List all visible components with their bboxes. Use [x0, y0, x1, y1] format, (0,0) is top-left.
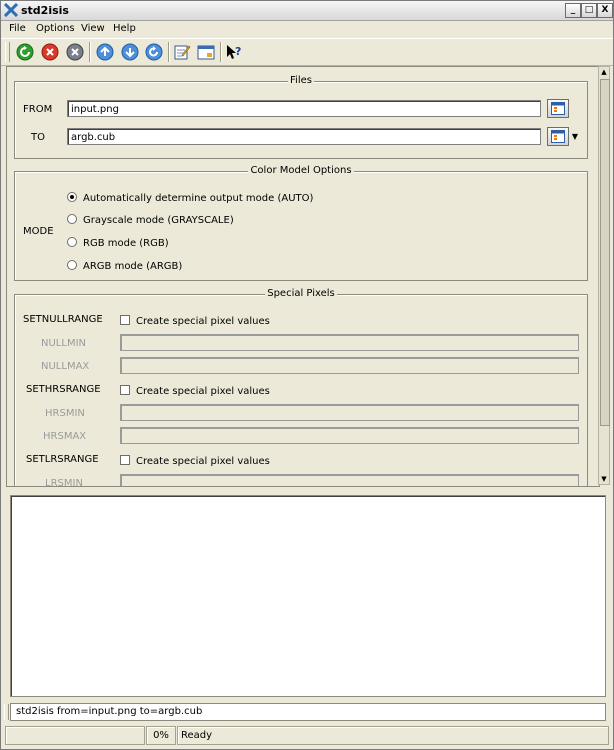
- browse-icon: [551, 102, 565, 115]
- status-message: Ready: [177, 726, 609, 745]
- nullmax-label: NULLMAX: [41, 361, 90, 372]
- svg-text:?: ?: [235, 45, 242, 58]
- hrsmax-label: HRSMAX: [43, 431, 87, 442]
- window-title: std2isis: [21, 4, 69, 17]
- command-grip: [4, 704, 9, 720]
- next-history-icon[interactable]: [121, 43, 139, 61]
- menu-options[interactable]: Options: [36, 23, 75, 34]
- from-field[interactable]: input.png: [67, 100, 541, 117]
- from-label: FROM: [23, 104, 53, 115]
- nullmin-field[interactable]: [120, 334, 579, 351]
- app-icon: [4, 3, 18, 17]
- lrsmin-label: LRSMIN: [45, 478, 83, 487]
- hrsmin-label: HRSMIN: [45, 408, 85, 419]
- special-pixels-group: [14, 288, 588, 487]
- title-bar[interactable]: [1, 1, 613, 21]
- status-blank-pane: [5, 726, 145, 745]
- parameter-panel: [6, 66, 600, 487]
- toolbar-separator: [168, 42, 170, 62]
- menu-file[interactable]: File: [9, 23, 26, 34]
- maximize-button[interactable]: □: [581, 3, 597, 18]
- mode-label: MODE: [23, 226, 54, 237]
- sethrsrange-checkbox[interactable]: Create special pixel values: [120, 385, 270, 397]
- to-label: TO: [31, 132, 45, 143]
- to-field[interactable]: argb.cub: [67, 128, 541, 145]
- reset-icon[interactable]: [66, 43, 84, 61]
- radio-indicator: [67, 237, 77, 247]
- edit-parameters-icon[interactable]: [173, 43, 191, 61]
- radio-auto[interactable]: Automatically determine output mode (AUTO): [67, 192, 313, 204]
- radio-indicator: [67, 214, 77, 224]
- menu-help[interactable]: Help: [113, 23, 136, 34]
- color-model-group: [14, 165, 588, 281]
- browse-icon: [551, 130, 565, 143]
- progress-percent: 0%: [146, 726, 176, 745]
- command-line-text: std2isis from=input.png to=argb.cub: [16, 706, 203, 717]
- output-log-area[interactable]: [10, 495, 606, 697]
- files-group: [14, 75, 588, 159]
- toolbar-separator: [89, 42, 91, 62]
- lrsmin-field[interactable]: [120, 474, 579, 487]
- window-icon[interactable]: [197, 43, 215, 61]
- sethrsrange-label: SETHRSRANGE: [26, 384, 101, 395]
- vertical-scrollbar[interactable]: [598, 66, 610, 485]
- minimize-button[interactable]: _: [565, 3, 581, 18]
- stop-icon[interactable]: [41, 43, 59, 61]
- menu-bar: [1, 21, 613, 37]
- setlrsrange-label: SETLRSRANGE: [26, 454, 99, 465]
- setnullrange-label: SETNULLRANGE: [23, 314, 103, 325]
- refresh-icon[interactable]: [145, 43, 163, 61]
- radio-argb[interactable]: ARGB mode (ARGB): [67, 260, 182, 272]
- run-icon[interactable]: [16, 43, 34, 61]
- scroll-up-icon[interactable]: ▲: [601, 68, 607, 76]
- scroll-thumb[interactable]: [600, 79, 610, 426]
- from-browse-button[interactable]: [547, 99, 569, 118]
- radio-rgb[interactable]: RGB mode (RGB): [67, 237, 169, 249]
- toolbar: [1, 38, 613, 66]
- scroll-down-icon[interactable]: ▼: [601, 475, 607, 483]
- radio-indicator: [67, 260, 77, 270]
- nullmin-label: NULLMIN: [41, 338, 86, 349]
- previous-history-icon[interactable]: [96, 43, 114, 61]
- setlrsrange-checkbox[interactable]: Create special pixel values: [120, 455, 270, 467]
- menu-view[interactable]: View: [81, 23, 105, 34]
- nullmax-field[interactable]: [120, 357, 579, 374]
- to-browse-button[interactable]: [547, 127, 569, 146]
- hrsmin-field[interactable]: [120, 404, 579, 421]
- whats-this-icon[interactable]: [225, 43, 243, 61]
- command-line-field[interactable]: [10, 703, 606, 721]
- files-legend: Files: [290, 75, 312, 86]
- toolbar-separator: [220, 42, 222, 62]
- close-button[interactable]: X: [597, 3, 613, 18]
- chevron-down-icon[interactable]: ▼: [571, 132, 579, 141]
- toolbar-grip[interactable]: [5, 42, 10, 62]
- color-model-legend: Color Model Options: [250, 165, 352, 176]
- radio-indicator: [67, 192, 77, 202]
- special-pixels-legend: Special Pixels: [267, 288, 335, 299]
- setnullrange-checkbox[interactable]: Create special pixel values: [120, 315, 270, 327]
- hrsmax-field[interactable]: [120, 427, 579, 444]
- radio-grayscale[interactable]: Grayscale mode (GRAYSCALE): [67, 214, 234, 226]
